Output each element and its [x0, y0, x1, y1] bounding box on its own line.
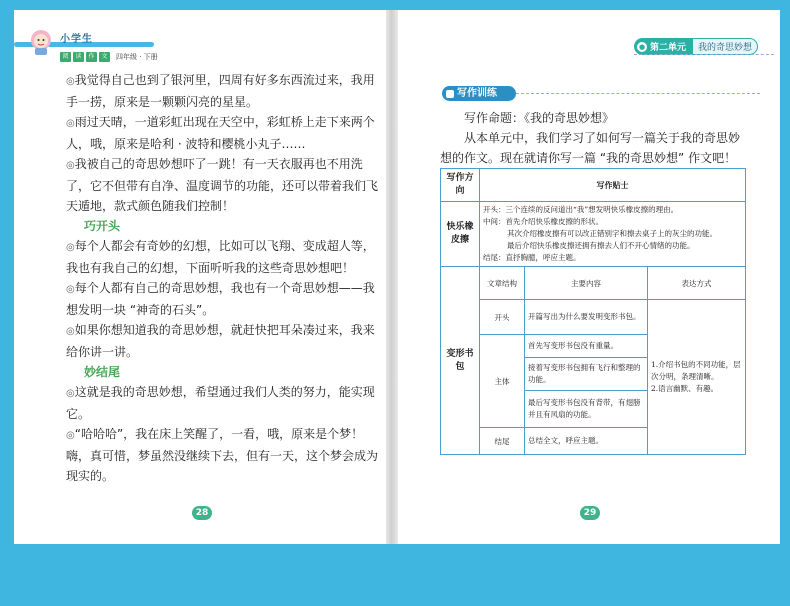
header-divider [634, 54, 774, 55]
left-body [66, 70, 378, 486]
unit-header [634, 38, 758, 55]
body-paragraph: ◎我觉得自己也到了银河里，四周有好多东西流过来，我用手一捞，原来是一颗颗闪亮的星星。 [66, 73, 375, 109]
body-paragraph: ◎“哈哈哈”，我在床上笑醒了，一看，哦，原来是个梦！嗨，真可惜，梦虽然没继续下去，但有一天，这个梦会成为现实的。 [66, 427, 379, 483]
inner-header: 文章结构 [480, 267, 525, 300]
structure-cell: 开头 [480, 300, 525, 335]
square-icon [446, 90, 454, 98]
writing-tips-table [440, 168, 746, 455]
intro-paragraph: 从本单元中，我们学习了如何写一篇关于我的奇思妙想的作文。现在就请你写一篇 “我的奇思妙想” 作文吧！ [440, 131, 741, 165]
section-tag: 写作训练 [442, 86, 516, 101]
series-title: 小学生 [60, 34, 93, 45]
content-cell: 最后写变形书包没有背带，有翅膀并且有风扇的功能。 [525, 391, 648, 428]
section-divider [516, 93, 760, 94]
grade-label: 四年级 · 下册 [116, 53, 158, 61]
body-paragraph: ◎每个人都有自己的奇思妙想，我也有一个奇思妙想——我想发明一块 “神奇的石头”。 [66, 281, 375, 317]
structure-cell: 结尾 [480, 428, 525, 455]
unit-dot-icon: ● [638, 42, 646, 51]
section-heading: 妙结尾 [84, 365, 121, 379]
expression-line: 1.介绍书包的不同功能，层次分明，条理清晰。 [651, 360, 741, 381]
content-cell: 接着写变形书包拥有飞行和整理的功能。 [525, 358, 648, 391]
table-header: 写作方向 [441, 169, 480, 202]
row-label: 变形书包 [441, 267, 480, 455]
body-paragraph: ◎这就是我的奇思妙想，希望通过我们人类的努力，能实现它。 [66, 385, 375, 421]
body-paragraph: ◎每个人都会有奇妙的幻想，比如可以飞翔、变成超人等，我也有我自己的幻想，下面听听我的这些奇思妙想吧！ [66, 239, 375, 275]
right-body [440, 108, 746, 168]
table-header: 写作贴士 [480, 169, 746, 202]
page-number: 29 [580, 506, 600, 520]
content-cell: 首先写变形书包没有重量。 [525, 335, 648, 358]
body-paragraph: ◎雨过天晴，一道彩虹出现在天空中，彩虹桥上走下来两个人，哦，原来是哈利 · 波特和樱桃小丸子…… [66, 115, 375, 151]
unit-badge: ● 第二单元 [634, 38, 692, 55]
tips-cell [480, 202, 746, 267]
series-tag: 作 [86, 52, 97, 62]
left-page [14, 10, 386, 544]
series-tag: 阅 [60, 52, 71, 62]
structure-cell: 主体 [480, 335, 525, 428]
tip-line: 其次介绍橡皮擦有可以改正错别字和擦去桌子上的灰尘的功能。 [507, 229, 717, 238]
right-page [398, 10, 780, 544]
left-header [14, 28, 174, 72]
body-paragraph: ◎如果你想知道我的奇思妙想，就赶快把耳朵凑过来，我来给你讲一讲。 [66, 323, 375, 359]
content-cell: 开篇写出为什么要发明变形书包。 [525, 300, 648, 335]
student-avatar-icon [28, 28, 54, 56]
series-tags [60, 52, 158, 62]
series-tag: 文 [99, 52, 110, 62]
tip-line: 结尾：直抒胸臆，呼应主题。 [483, 253, 581, 262]
inner-header: 表达方式 [648, 267, 746, 300]
tip-line: 开头：三个连续的反问道出“我”想发明快乐橡皮擦的理由。 [483, 205, 679, 214]
expression-cell [648, 300, 746, 455]
tip-line: 中间：首先介绍快乐橡皮擦的形状。 [483, 217, 603, 226]
body-paragraph: ◎我被自己的奇思妙想吓了一跳！有一天衣服再也不用洗了，它不但带有自净、温度调节的功能，还可以带着我们飞天遁地，款式颜色随我们控制！ [66, 157, 379, 213]
section-heading: 巧开头 [84, 219, 121, 233]
expression-line: 2.语言幽默、有趣。 [651, 384, 719, 393]
series-tag: 读 [73, 52, 84, 62]
book-spine [386, 10, 398, 544]
page-number: 28 [192, 506, 212, 520]
content-cell: 总结全文，呼应主题。 [525, 428, 648, 455]
tip-line: 最后介绍快乐橡皮擦还拥有擦去人们不开心情绪的功能。 [507, 241, 695, 250]
unit-title: 我的奇思妙想 [692, 38, 758, 55]
row-label: 快乐橡皮擦 [441, 202, 480, 267]
inner-header: 主要内容 [525, 267, 648, 300]
topic-label: 写作命题：《我的奇思妙想》 [464, 111, 615, 125]
